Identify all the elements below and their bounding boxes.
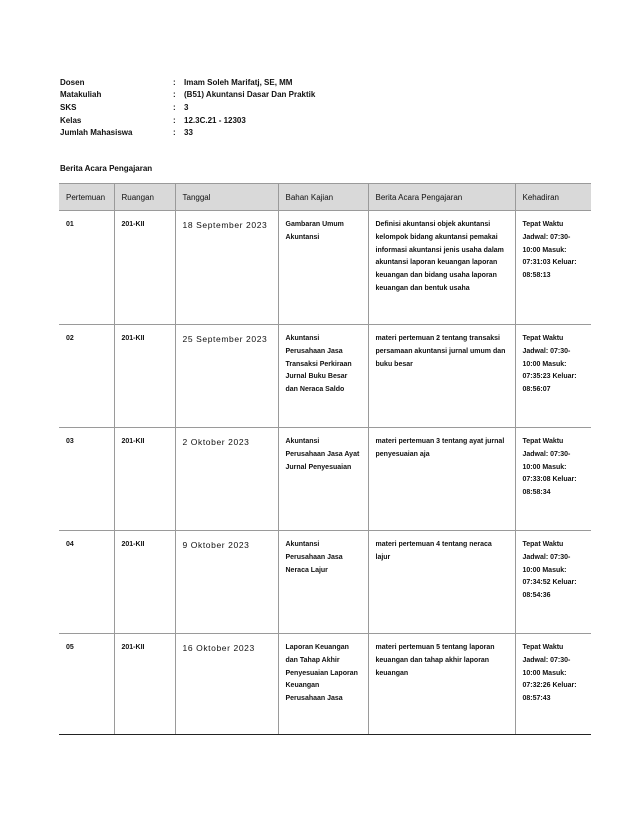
cell-bahan-kajian: Akuntansi Perusahaan Jasa Ayat Jurnal Penyesuaian (278, 428, 368, 531)
info-value: (B51) Akuntansi Dasar Dan Praktik (184, 90, 316, 100)
cell-bahan-kajian: Gambaran Umum Akuntansi (278, 211, 368, 325)
cell-kehadiran: Tepat Waktu Jadwal: 07:30-10:00 Masuk: 07:35:23 Keluar: 08:56:07 (515, 325, 591, 428)
info-row-kelas: Kelas : 12.3C.21 - 12303 (60, 115, 246, 125)
header-tanggal: Tanggal (175, 184, 278, 211)
info-value: Imam Soleh Marifatj, SE, MM (184, 77, 293, 87)
cell-pertemuan: 05 (59, 634, 114, 735)
table-row (59, 211, 591, 325)
header-berita-acara: Berita Acara Pengajaran (368, 184, 515, 211)
info-value: 3 (184, 102, 189, 112)
info-value: 33 (184, 128, 193, 138)
teaching-record-table (59, 183, 591, 735)
info-row-sks: SKS : 3 (60, 102, 189, 112)
cell-pertemuan: 04 (59, 531, 114, 634)
info-label: SKS (60, 102, 77, 112)
cell-berita-acara: Definisi akuntansi objek akuntansi kelompok bidang akuntansi pemakai informasi akuntansi jenis usaha dalam akuntansi laporan keuangan laporan keuangan dan bidang usaha laporan keuangan dan bentuk usaha (368, 211, 515, 325)
cell-pertemuan: 01 (59, 211, 114, 325)
info-row-dosen: Dosen : Imam Soleh Marifatj, SE, MM (60, 77, 293, 87)
cell-tanggal: 2 Oktober 2023 (175, 428, 278, 531)
cell-ruangan: 201-KII (114, 634, 175, 735)
header-ruangan: Ruangan (114, 184, 175, 211)
cell-ruangan: 201-KII (114, 325, 175, 428)
info-value: 12.3C.21 - 12303 (184, 115, 246, 125)
cell-tanggal: 16 Oktober 2023 (175, 634, 278, 735)
table-header-row (59, 184, 591, 211)
header-kehadiran: Kehadiran (515, 184, 591, 211)
info-row-matakuliah: Matakuliah : (B51) Akuntansi Dasar Dan Praktik (60, 90, 316, 100)
cell-kehadiran: Tepat Waktu Jadwal: 07:30-10:00 Masuk: 07:33:08 Keluar: 08:58:34 (515, 428, 591, 531)
cell-tanggal: 9 Oktober 2023 (175, 531, 278, 634)
header-pertemuan: Pertemuan (59, 184, 114, 211)
cell-tanggal: 25 September 2023 (175, 325, 278, 428)
cell-pertemuan: 02 (59, 325, 114, 428)
info-label: Dosen (60, 77, 85, 87)
cell-bahan-kajian: Akuntansi Perusahaan Jasa Transaksi Perkiraan Jurnal Buku Besar dan Neraca Saldo (278, 325, 368, 428)
info-row-jumlah-mahasiswa: Jumlah Mahasiswa : 33 (60, 128, 193, 138)
info-label: Jumlah Mahasiswa (60, 128, 133, 138)
cell-kehadiran: Tepat Waktu Jadwal: 07:30-10:00 Masuk: 07:34:52 Keluar: 08:54:36 (515, 531, 591, 634)
cell-ruangan: 201-KII (114, 428, 175, 531)
cell-tanggal: 18 September 2023 (175, 211, 278, 325)
section-title: Berita Acara Pengajaran (60, 164, 153, 173)
cell-bahan-kajian: Akuntansi Perusahaan Jasa Neraca Lajur (278, 531, 368, 634)
cell-berita-acara: materi pertemuan 4 tentang neraca lajur (368, 531, 515, 634)
table-row (59, 531, 591, 634)
cell-pertemuan: 03 (59, 428, 114, 531)
course-info (60, 76, 315, 139)
cell-bahan-kajian: Laporan Keuangan dan Tahap Akhir Penyesuaian Laporan Keuangan Perusahaan Jasa (278, 634, 368, 735)
cell-ruangan: 201-KII (114, 211, 175, 325)
cell-berita-acara: materi pertemuan 5 tentang laporan keuangan dan tahap akhir laporan keuangan (368, 634, 515, 735)
cell-kehadiran: Tepat Waktu Jadwal: 07:30-10:00 Masuk: 07:32:26 Keluar: 08:57:43 (515, 634, 591, 735)
table-row (59, 634, 591, 735)
cell-ruangan: 201-KII (114, 531, 175, 634)
table-row (59, 325, 591, 428)
table-row (59, 428, 591, 531)
cell-berita-acara: materi pertemuan 3 tentang ayat jurnal penyesuaian aja (368, 428, 515, 531)
info-label: Kelas (60, 115, 82, 125)
cell-berita-acara: materi pertemuan 2 tentang transaksi persamaan akuntansi jurnal umum dan buku besar (368, 325, 515, 428)
header-bahan-kajian: Bahan Kajian (278, 184, 368, 211)
cell-kehadiran: Tepat Waktu Jadwal: 07:30-10:00 Masuk: 07:31:03 Keluar: 08:58:13 (515, 211, 591, 325)
info-label: Matakuliah (60, 90, 102, 100)
